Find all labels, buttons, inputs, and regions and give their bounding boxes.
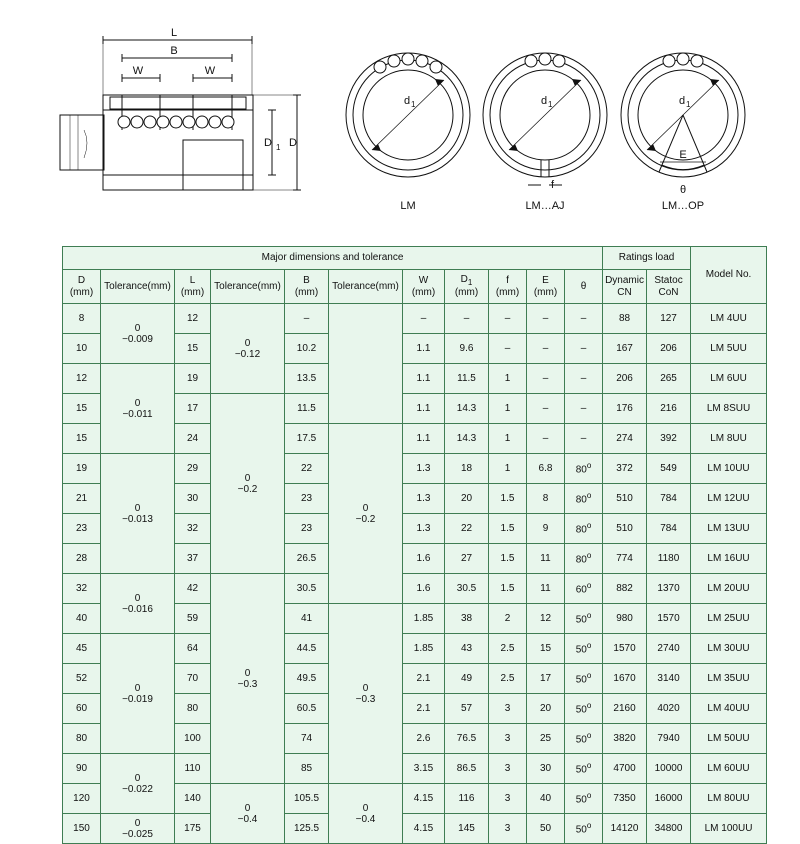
cell-d: 15 bbox=[63, 424, 101, 454]
cell-tolerance-l: 0 −0.2 bbox=[211, 394, 285, 574]
cell-model-no: LM 12UU bbox=[691, 484, 767, 514]
svg-text:L: L bbox=[170, 27, 178, 39]
cell-e: 6.8 bbox=[527, 454, 565, 484]
cell-b: 10.2 bbox=[285, 334, 329, 364]
cell-theta: 50$^o$ bbox=[565, 754, 603, 784]
cell-b: 44.5 bbox=[285, 634, 329, 664]
cell-e: 17 bbox=[527, 664, 565, 694]
svg-text:1: 1 bbox=[276, 143, 281, 152]
col-header-tolerance-b: Tolerance(mm) bbox=[329, 270, 403, 304]
svg-text:d: d bbox=[541, 95, 548, 107]
cell-w: 1.3 bbox=[403, 484, 445, 514]
cell-tolerance-b: 0 −0.4 bbox=[329, 784, 403, 844]
cell-tolerance-d: 0 −0.016 bbox=[101, 574, 175, 634]
cell-d: 150 bbox=[63, 814, 101, 844]
cell-static-load: 784 bbox=[647, 484, 691, 514]
cell-dynamic-load: 7350 bbox=[603, 784, 647, 814]
cell-w: 1.85 bbox=[403, 604, 445, 634]
cell-d1: – bbox=[445, 304, 489, 334]
cell-b: 74 bbox=[285, 724, 329, 754]
cell-tolerance-d: 0 −0.025 bbox=[101, 814, 175, 844]
cell-d: 21 bbox=[63, 484, 101, 514]
cell-w: 1.3 bbox=[403, 514, 445, 544]
cell-w: 2.6 bbox=[403, 724, 445, 754]
cell-static-load: 206 bbox=[647, 334, 691, 364]
cell-dynamic-load: 1670 bbox=[603, 664, 647, 694]
cell-b: 23 bbox=[285, 514, 329, 544]
table-row bbox=[63, 814, 767, 844]
cell-d1: 11.5 bbox=[445, 364, 489, 394]
cell-e: 11 bbox=[527, 574, 565, 604]
cell-e: 25 bbox=[527, 724, 565, 754]
cell-dynamic-load: 167 bbox=[603, 334, 647, 364]
table-row bbox=[63, 754, 767, 784]
cell-f: 1.5 bbox=[489, 484, 527, 514]
cell-model-no: LM 8SUU bbox=[691, 394, 767, 424]
cell-dynamic-load: 206 bbox=[603, 364, 647, 394]
cell-d: 45 bbox=[63, 634, 101, 664]
figure-label-lm-op: LM…OP bbox=[661, 200, 705, 212]
cell-d1: 76.5 bbox=[445, 724, 489, 754]
cell-b: 49.5 bbox=[285, 664, 329, 694]
cell-b: 11.5 bbox=[285, 394, 329, 424]
cell-f: – bbox=[489, 334, 527, 364]
cell-b: 23 bbox=[285, 484, 329, 514]
cell-tolerance-b bbox=[329, 304, 403, 424]
cell-tolerance-l: 0 −0.4 bbox=[211, 784, 285, 844]
cell-model-no: LM 6UU bbox=[691, 364, 767, 394]
figure-label-lm: LM bbox=[400, 200, 416, 212]
cell-w: 3.15 bbox=[403, 754, 445, 784]
svg-text:f: f bbox=[551, 179, 555, 191]
cell-static-load: 2740 bbox=[647, 634, 691, 664]
cell-theta: – bbox=[565, 424, 603, 454]
cell-f: 1 bbox=[489, 394, 527, 424]
cell-f: 1.5 bbox=[489, 574, 527, 604]
cell-w: – bbox=[403, 304, 445, 334]
cell-d1: 43 bbox=[445, 634, 489, 664]
cell-l: 64 bbox=[175, 634, 211, 664]
cell-d: 32 bbox=[63, 574, 101, 604]
cell-theta: 60$^o$ bbox=[565, 574, 603, 604]
cell-e: – bbox=[527, 334, 565, 364]
cell-static-load: 16000 bbox=[647, 784, 691, 814]
cell-l: 42 bbox=[175, 574, 211, 604]
cell-model-no: LM 50UU bbox=[691, 724, 767, 754]
cell-w: 1.6 bbox=[403, 544, 445, 574]
drawings-area bbox=[0, 0, 800, 235]
cell-d1: 57 bbox=[445, 694, 489, 724]
cell-d1: 86.5 bbox=[445, 754, 489, 784]
table-row bbox=[63, 454, 767, 484]
cell-f: 2.5 bbox=[489, 634, 527, 664]
cell-e: 8 bbox=[527, 484, 565, 514]
cell-d: 10 bbox=[63, 334, 101, 364]
cell-static-load: 1180 bbox=[647, 544, 691, 574]
cell-tolerance-l: 0 −0.12 bbox=[211, 304, 285, 394]
cell-model-no: LM 30UU bbox=[691, 634, 767, 664]
cell-static-load: 10000 bbox=[647, 754, 691, 784]
cell-b: 30.5 bbox=[285, 574, 329, 604]
svg-text:E: E bbox=[679, 149, 687, 161]
cell-d1: 116 bbox=[445, 784, 489, 814]
cell-static-load: 549 bbox=[647, 454, 691, 484]
cell-d1: 14.3 bbox=[445, 424, 489, 454]
cell-d1: 14.3 bbox=[445, 394, 489, 424]
cell-f: 3 bbox=[489, 784, 527, 814]
cell-tolerance-d: 0 −0.013 bbox=[101, 454, 175, 574]
svg-text:1: 1 bbox=[548, 100, 553, 109]
cell-theta: 50$^o$ bbox=[565, 784, 603, 814]
cell-b: 125.5 bbox=[285, 814, 329, 844]
cell-theta: 80$^o$ bbox=[565, 544, 603, 574]
cell-w: 1.1 bbox=[403, 334, 445, 364]
cell-b: – bbox=[285, 304, 329, 334]
cell-w: 1.85 bbox=[403, 634, 445, 664]
cell-d: 8 bbox=[63, 304, 101, 334]
cell-theta: – bbox=[565, 334, 603, 364]
cell-theta: 50$^o$ bbox=[565, 694, 603, 724]
cell-static-load: 34800 bbox=[647, 814, 691, 844]
cell-dynamic-load: 88 bbox=[603, 304, 647, 334]
cell-f: – bbox=[489, 304, 527, 334]
cell-model-no: LM 80UU bbox=[691, 784, 767, 814]
cell-f: 3 bbox=[489, 754, 527, 784]
cell-tolerance-d: 0 −0.011 bbox=[101, 364, 175, 454]
svg-text:1: 1 bbox=[686, 100, 691, 109]
cell-w: 1.6 bbox=[403, 574, 445, 604]
cell-dynamic-load: 882 bbox=[603, 574, 647, 604]
header-model-no: Model No. bbox=[691, 247, 767, 304]
cell-d: 60 bbox=[63, 694, 101, 724]
cell-d: 40 bbox=[63, 604, 101, 634]
cell-static-load: 784 bbox=[647, 514, 691, 544]
col-header-dynamic: Dynamic CN bbox=[603, 270, 647, 304]
cell-e: 30 bbox=[527, 754, 565, 784]
cell-f: 1 bbox=[489, 454, 527, 484]
cell-tolerance-d: 0 −0.022 bbox=[101, 754, 175, 814]
col-header-tolerance-d: Tolerance(mm) bbox=[101, 270, 175, 304]
svg-text:1: 1 bbox=[411, 100, 416, 109]
cell-w: 1.1 bbox=[403, 364, 445, 394]
col-header-d: D (mm) bbox=[63, 270, 101, 304]
svg-text:D: D bbox=[289, 137, 297, 149]
cell-f: 1 bbox=[489, 364, 527, 394]
cell-e: 50 bbox=[527, 814, 565, 844]
cell-theta: – bbox=[565, 304, 603, 334]
cell-f: 1.5 bbox=[489, 544, 527, 574]
cell-d: 80 bbox=[63, 724, 101, 754]
cell-static-load: 216 bbox=[647, 394, 691, 424]
specification-table-container bbox=[62, 246, 753, 844]
cell-dynamic-load: 510 bbox=[603, 514, 647, 544]
cell-l: 140 bbox=[175, 784, 211, 814]
cell-b: 41 bbox=[285, 604, 329, 634]
cell-dynamic-load: 4700 bbox=[603, 754, 647, 784]
table-body bbox=[63, 304, 767, 844]
cell-e: – bbox=[527, 424, 565, 454]
cell-l: 70 bbox=[175, 664, 211, 694]
cell-model-no: LM 40UU bbox=[691, 694, 767, 724]
cell-static-load: 3140 bbox=[647, 664, 691, 694]
cell-d1: 145 bbox=[445, 814, 489, 844]
cell-model-no: LM 4UU bbox=[691, 304, 767, 334]
cell-b: 85 bbox=[285, 754, 329, 784]
cell-dynamic-load: 980 bbox=[603, 604, 647, 634]
cell-l: 30 bbox=[175, 484, 211, 514]
cell-w: 2.1 bbox=[403, 664, 445, 694]
cell-d: 28 bbox=[63, 544, 101, 574]
cell-l: 32 bbox=[175, 514, 211, 544]
cell-dynamic-load: 274 bbox=[603, 424, 647, 454]
cell-f: 3 bbox=[489, 814, 527, 844]
svg-text:W: W bbox=[132, 65, 144, 77]
cell-l: 19 bbox=[175, 364, 211, 394]
cell-l: 80 bbox=[175, 694, 211, 724]
cell-dynamic-load: 510 bbox=[603, 484, 647, 514]
cell-e: – bbox=[527, 304, 565, 334]
cell-dynamic-load: 14120 bbox=[603, 814, 647, 844]
cell-static-load: 1370 bbox=[647, 574, 691, 604]
cell-e: 11 bbox=[527, 544, 565, 574]
cell-theta: 80$^o$ bbox=[565, 514, 603, 544]
cell-d1: 27 bbox=[445, 544, 489, 574]
cell-l: 37 bbox=[175, 544, 211, 574]
cell-l: 100 bbox=[175, 724, 211, 754]
svg-text:W: W bbox=[204, 65, 216, 77]
cell-tolerance-b: 0 −0.2 bbox=[329, 424, 403, 604]
cell-theta: – bbox=[565, 394, 603, 424]
cell-theta: 80$^o$ bbox=[565, 484, 603, 514]
cell-tolerance-d: 0 −0.009 bbox=[101, 304, 175, 364]
cell-b: 13.5 bbox=[285, 364, 329, 394]
cell-w: 1.1 bbox=[403, 424, 445, 454]
cell-model-no: LM 25UU bbox=[691, 604, 767, 634]
cell-d1: 38 bbox=[445, 604, 489, 634]
cell-e: 12 bbox=[527, 604, 565, 634]
cell-l: 59 bbox=[175, 604, 211, 634]
table-row bbox=[63, 364, 767, 394]
cell-d: 90 bbox=[63, 754, 101, 784]
col-header-theta: θ bbox=[565, 270, 603, 304]
svg-text:B: B bbox=[170, 45, 178, 57]
header-major-dimensions: Major dimensions and tolerance bbox=[63, 247, 603, 270]
cell-e: 9 bbox=[527, 514, 565, 544]
col-header-d1: $D_1$ (mm) bbox=[445, 270, 489, 304]
cell-model-no: LM 5UU bbox=[691, 334, 767, 364]
cell-dynamic-load: 1570 bbox=[603, 634, 647, 664]
cell-model-no: LM 13UU bbox=[691, 514, 767, 544]
cell-d1: 49 bbox=[445, 664, 489, 694]
cell-b: 22 bbox=[285, 454, 329, 484]
cell-d1: 9.6 bbox=[445, 334, 489, 364]
cell-b: 105.5 bbox=[285, 784, 329, 814]
header-ratings-load: Ratings load bbox=[603, 247, 691, 270]
svg-text:d: d bbox=[404, 95, 411, 107]
cell-theta: 80$^o$ bbox=[565, 454, 603, 484]
cell-b: 60.5 bbox=[285, 694, 329, 724]
cell-theta: 50$^o$ bbox=[565, 634, 603, 664]
cell-b: 17.5 bbox=[285, 424, 329, 454]
cell-tolerance-b: 0 −0.3 bbox=[329, 604, 403, 784]
cell-f: 3 bbox=[489, 724, 527, 754]
cell-w: 2.1 bbox=[403, 694, 445, 724]
cell-l: 175 bbox=[175, 814, 211, 844]
cell-w: 4.15 bbox=[403, 814, 445, 844]
col-header-w: W (mm) bbox=[403, 270, 445, 304]
cell-model-no: LM 20UU bbox=[691, 574, 767, 604]
cell-w: 1.1 bbox=[403, 394, 445, 424]
cell-e: 20 bbox=[527, 694, 565, 724]
cell-d1: 18 bbox=[445, 454, 489, 484]
cell-static-load: 1570 bbox=[647, 604, 691, 634]
cell-theta: 50$^o$ bbox=[565, 724, 603, 754]
cell-dynamic-load: 2160 bbox=[603, 694, 647, 724]
svg-text:θ: θ bbox=[679, 184, 687, 196]
cell-static-load: 7940 bbox=[647, 724, 691, 754]
cell-theta: – bbox=[565, 364, 603, 394]
col-header-static: Statoc CoN bbox=[647, 270, 691, 304]
col-header-b: B (mm) bbox=[285, 270, 329, 304]
cell-w: 4.15 bbox=[403, 784, 445, 814]
cell-e: 40 bbox=[527, 784, 565, 814]
cell-l: 29 bbox=[175, 454, 211, 484]
col-header-tolerance-l: Tolerance(mm) bbox=[211, 270, 285, 304]
table-row bbox=[63, 634, 767, 664]
cell-model-no: LM 16UU bbox=[691, 544, 767, 574]
cell-dynamic-load: 372 bbox=[603, 454, 647, 484]
cell-d: 19 bbox=[63, 454, 101, 484]
cell-model-no: LM 60UU bbox=[691, 754, 767, 784]
cell-f: 3 bbox=[489, 694, 527, 724]
cell-dynamic-load: 774 bbox=[603, 544, 647, 574]
cell-dynamic-load: 176 bbox=[603, 394, 647, 424]
cell-model-no: LM 10UU bbox=[691, 454, 767, 484]
cell-f: 2 bbox=[489, 604, 527, 634]
cell-model-no: LM 8UU bbox=[691, 424, 767, 454]
cell-tolerance-d: 0 −0.019 bbox=[101, 634, 175, 754]
cell-f: 1.5 bbox=[489, 514, 527, 544]
col-header-l: L (mm) bbox=[175, 270, 211, 304]
cell-f: 1 bbox=[489, 424, 527, 454]
cell-static-load: 392 bbox=[647, 424, 691, 454]
cell-tolerance-l: 0 −0.3 bbox=[211, 574, 285, 784]
cell-w: 1.3 bbox=[403, 454, 445, 484]
cell-e: 15 bbox=[527, 634, 565, 664]
cell-d1: 30.5 bbox=[445, 574, 489, 604]
cell-l: 17 bbox=[175, 394, 211, 424]
cell-e: – bbox=[527, 364, 565, 394]
cell-d: 12 bbox=[63, 364, 101, 394]
table-row bbox=[63, 574, 767, 604]
cell-model-no: LM 35UU bbox=[691, 664, 767, 694]
cell-model-no: LM 100UU bbox=[691, 814, 767, 844]
cell-theta: 50$^o$ bbox=[565, 664, 603, 694]
col-header-f: f (mm) bbox=[489, 270, 527, 304]
cell-dynamic-load: 3820 bbox=[603, 724, 647, 754]
svg-text:d: d bbox=[679, 95, 686, 107]
cell-d1: 22 bbox=[445, 514, 489, 544]
specification-table bbox=[62, 246, 767, 844]
cell-d1: 20 bbox=[445, 484, 489, 514]
cell-static-load: 4020 bbox=[647, 694, 691, 724]
cell-theta: 50$^o$ bbox=[565, 604, 603, 634]
cell-e: – bbox=[527, 394, 565, 424]
cell-l: 15 bbox=[175, 334, 211, 364]
table-row bbox=[63, 304, 767, 334]
cell-l: 110 bbox=[175, 754, 211, 784]
cell-b: 26.5 bbox=[285, 544, 329, 574]
col-header-e: E (mm) bbox=[527, 270, 565, 304]
cell-d: 15 bbox=[63, 394, 101, 424]
cell-static-load: 265 bbox=[647, 364, 691, 394]
cell-l: 24 bbox=[175, 424, 211, 454]
cell-theta: 50$^o$ bbox=[565, 814, 603, 844]
svg-text:D: D bbox=[264, 137, 272, 149]
figure-label-lm-aj: LM…AJ bbox=[525, 200, 565, 212]
cell-f: 2.5 bbox=[489, 664, 527, 694]
cell-d: 120 bbox=[63, 784, 101, 814]
cell-d: 52 bbox=[63, 664, 101, 694]
cell-static-load: 127 bbox=[647, 304, 691, 334]
cell-d: 23 bbox=[63, 514, 101, 544]
cell-l: 12 bbox=[175, 304, 211, 334]
